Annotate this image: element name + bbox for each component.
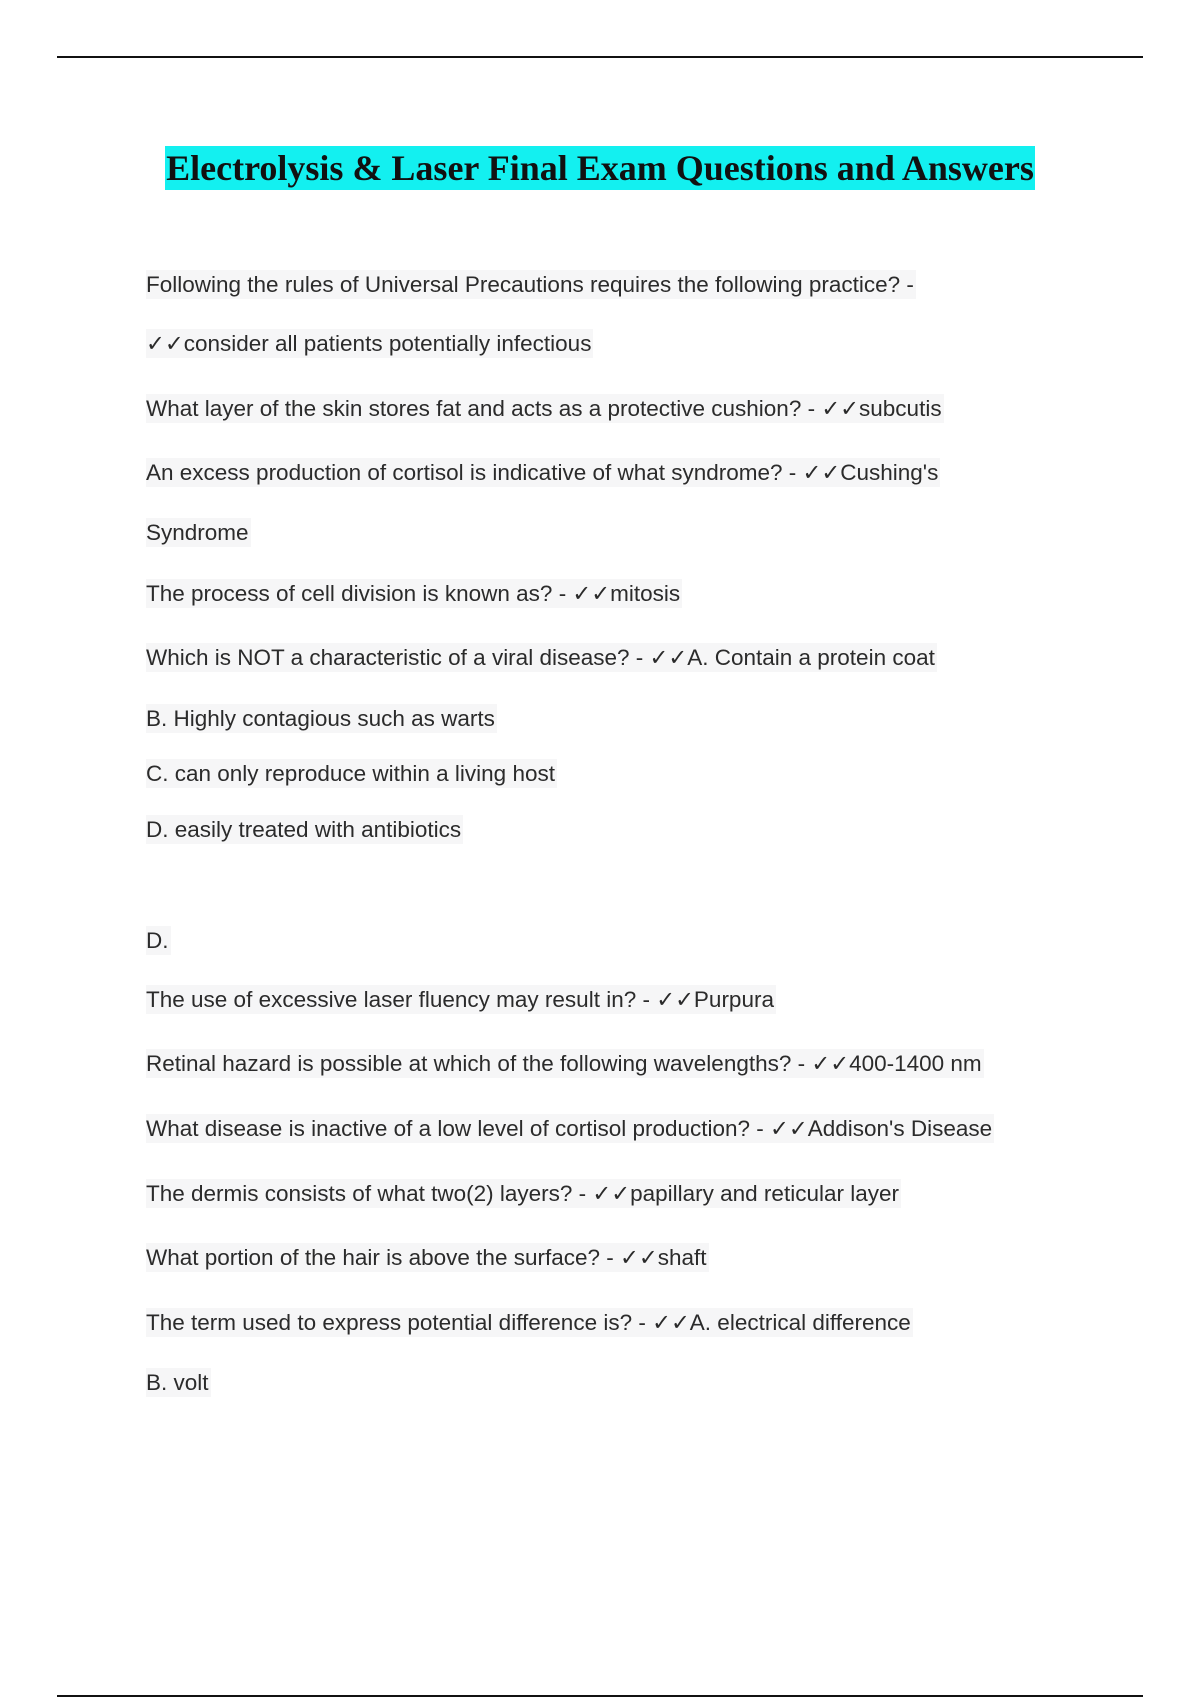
line-text: The dermis consists of what two(2) layers? - ✓✓papillary and reticular layer [146, 1181, 899, 1206]
line-text: D. easily treated with antibiotics [146, 817, 462, 842]
line-text: Retinal hazard is possible at which of the following wavelengths? - ✓✓400-1400 nm [146, 1051, 982, 1076]
page-title: Electrolysis & Laser Final Exam Questions and Answers [166, 148, 1034, 188]
line-text: An excess production of cortisol is indicative of what syndrome? - ✓✓Cushing's [146, 460, 939, 485]
line-text: What portion of the hair is above the surface? - ✓✓shaft [146, 1245, 707, 1270]
text-line [146, 1112, 994, 1146]
line-text: The use of excessive laser fluency may result in? - ✓✓Purpura [146, 987, 774, 1012]
text-line [146, 268, 916, 302]
text-line [146, 1047, 984, 1081]
line-text: Which is NOT a characteristic of a viral disease? - ✓✓A. Contain a protein coat [146, 645, 935, 670]
text-line [146, 924, 171, 958]
text-line [146, 641, 937, 675]
top-rule [57, 56, 1143, 58]
line-text: Syndrome [146, 520, 249, 545]
text-line [146, 1241, 709, 1275]
bottom-rule [57, 1695, 1143, 1697]
text-line [146, 757, 557, 791]
line-text: Following the rules of Universal Precautions requires the following practice? - [146, 272, 914, 297]
text-line [146, 983, 776, 1017]
text-line [146, 702, 497, 736]
text-line [146, 577, 682, 611]
line-text: The process of cell division is known as? - ✓✓mitosis [146, 581, 681, 606]
text-line [146, 813, 463, 847]
line-text: ✓✓consider all patients potentially infectious [146, 331, 592, 356]
line-text: What layer of the skin stores fat and acts as a protective cushion? - ✓✓subcutis [146, 396, 942, 421]
text-line [146, 516, 251, 550]
line-text: B. volt [146, 1370, 209, 1395]
text-line [146, 1306, 913, 1340]
text-line [146, 1177, 901, 1211]
line-text: C. can only reproduce within a living host [146, 761, 555, 786]
text-line [146, 1366, 211, 1400]
text-line [146, 456, 940, 490]
line-text: The term used to express potential difference is? - ✓✓A. electrical difference [146, 1310, 911, 1335]
line-text: D. [146, 928, 169, 953]
line-text: What disease is inactive of a low level of cortisol production? - ✓✓Addison's Disease [146, 1116, 993, 1141]
line-text: B. Highly contagious such as warts [146, 706, 495, 731]
title-container [0, 146, 1200, 190]
text-line [146, 392, 944, 426]
text-line [146, 327, 593, 361]
